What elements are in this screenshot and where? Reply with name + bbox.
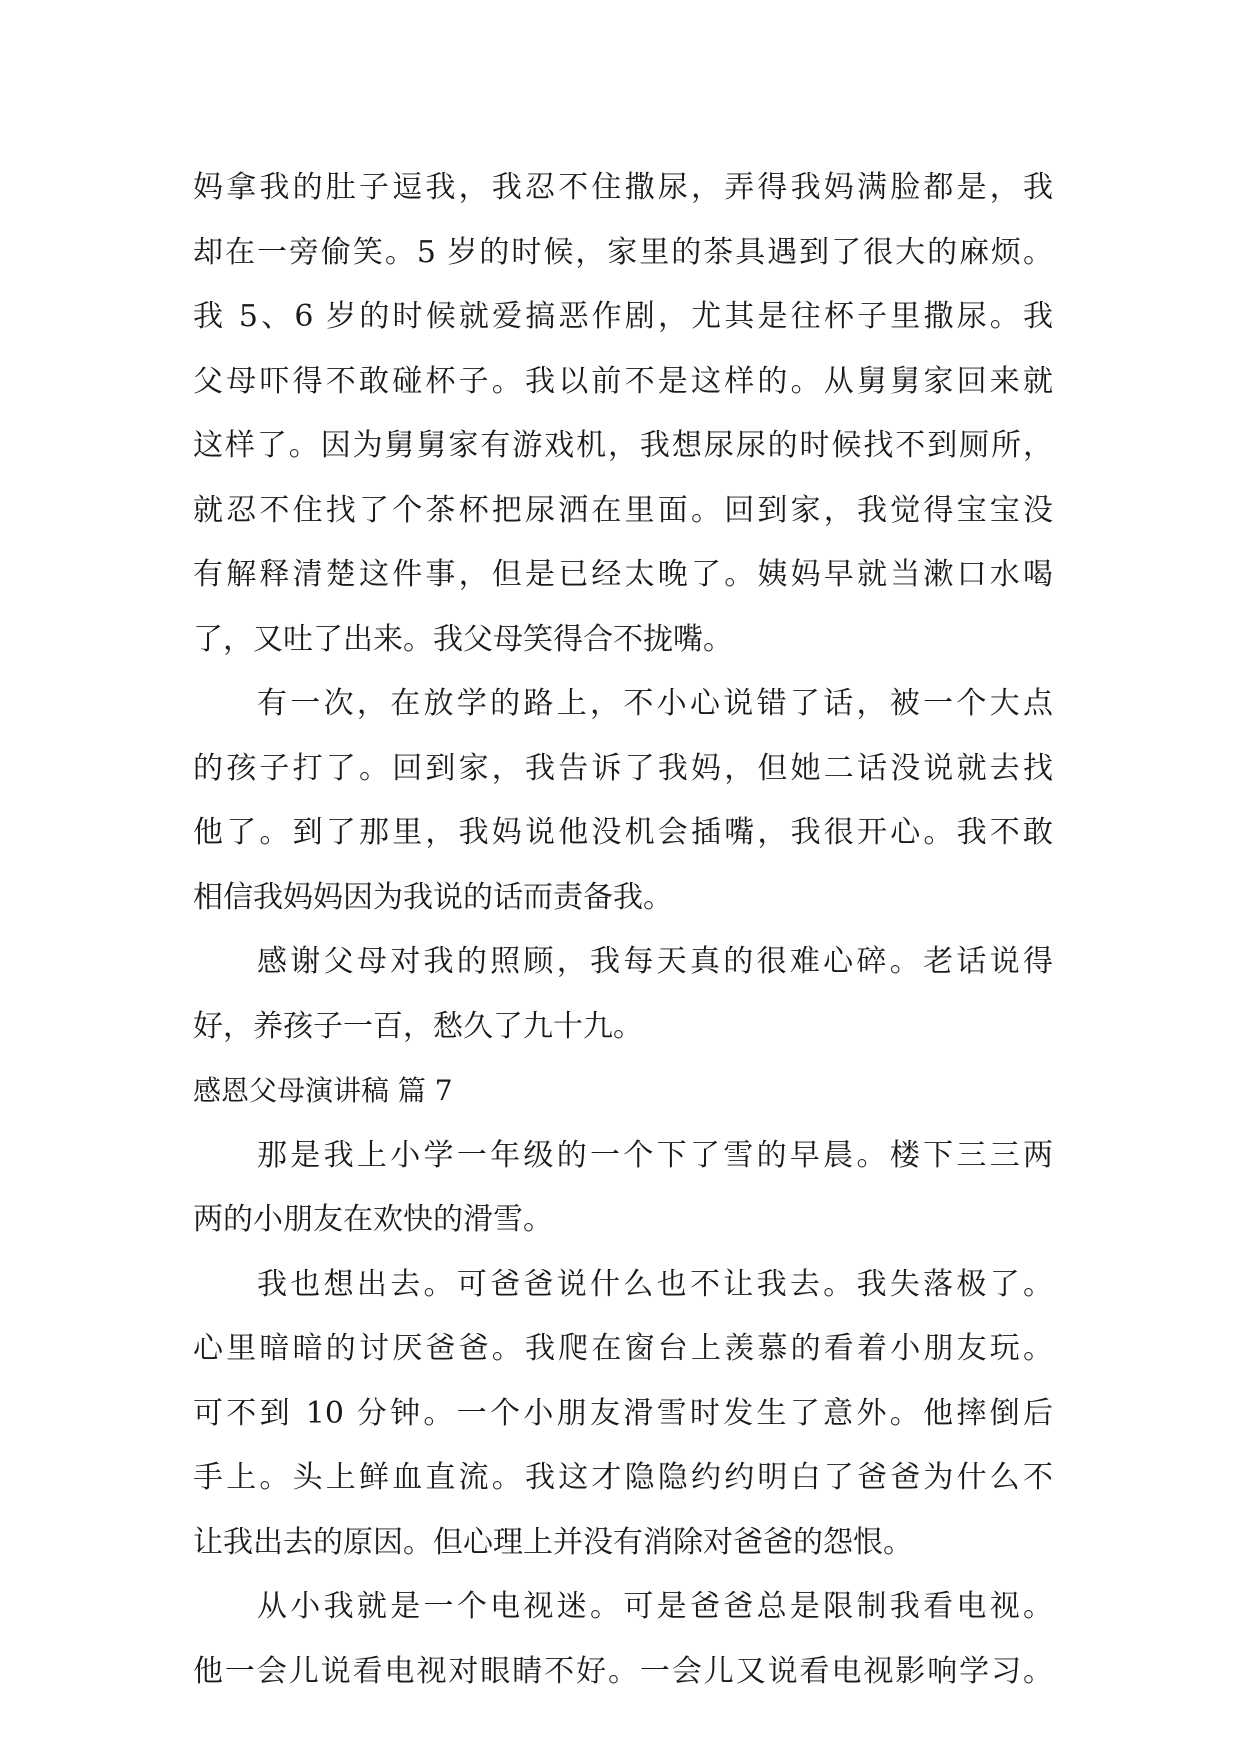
paragraph <box>193 1575 1053 1704</box>
text-line: 好，养孩子一百，愁久了九十九。 <box>193 1008 643 1044</box>
text-line: 从小我就是一个电视迷。可是爸爸总是限制我看电视。 <box>257 1589 1053 1624</box>
section-heading: 感恩父母演讲稿 篇 7 <box>193 1074 453 1107</box>
text-line: 可不到 10 分钟。一个小朋友滑雪时发生了意外。他摔倒后 <box>193 1395 1053 1431</box>
text-line: 父母吓得不敢碰杯子。我以前不是这样的。从舅舅家回来就 <box>193 363 1053 399</box>
text-line: 相信我妈妈因为我说的话而责备我。 <box>193 879 673 915</box>
paragraph <box>193 1253 1053 1576</box>
paragraph <box>193 930 1053 1059</box>
text-line: 让我出去的原因。但心理上并没有消除对爸爸的怨恨。 <box>193 1524 913 1560</box>
text-line: 心里暗暗的讨厌爸爸。我爬在窗台上羡慕的看着小朋友玩。 <box>193 1331 1053 1366</box>
text-line: 我也想出去。可爸爸说什么也不让我去。我失落极了。 <box>257 1266 1053 1302</box>
text-line: 就忍不住找了个茶杯把尿洒在里面。回到家，我觉得宝宝没 <box>193 492 1053 528</box>
text-line: 这样了。因为舅舅家有游戏机，我想尿尿的时候找不到厕所， <box>193 428 1053 463</box>
text-line: 那是我上小学一年级的一个下了雪的早晨。楼下三三两 <box>257 1137 1053 1173</box>
text-line: 手上。头上鲜血直流。我这才隐隐约约明白了爸爸为什么不 <box>193 1460 1053 1495</box>
text-line: 有一次，在放学的路上，不小心说错了话，被一个大点 <box>257 686 1053 721</box>
paragraph <box>193 156 1053 672</box>
document-page <box>193 156 1053 1704</box>
text-line: 他一会儿说看电视对眼睛不好。一会儿又说看电视影响学习。 <box>193 1653 1053 1689</box>
text-line: 的孩子打了。回到家，我告诉了我妈，但她二话没说就去找 <box>193 750 1053 786</box>
text-line: 有解释清楚这件事，但是已经太晚了。姨妈早就当漱口水喝 <box>193 557 1053 592</box>
text-line: 了，又吐了出来。我父母笑得合不拢嘴。 <box>193 621 733 657</box>
paragraph <box>193 672 1053 930</box>
text-line: 他了。到了那里，我妈说他没机会插嘴，我很开心。我不敢 <box>193 815 1053 850</box>
text-line: 两的小朋友在欢快的滑雪。 <box>193 1202 553 1237</box>
text-line: 却在一旁偷笑。5 岁的时候，家里的茶具遇到了很大的麻烦。 <box>193 234 1053 270</box>
paragraph <box>193 1124 1053 1253</box>
text-line: 妈拿我的肚子逗我，我忍不住撒尿，弄得我妈满脸都是，我 <box>193 170 1053 205</box>
text-line: 我 5、6 岁的时候就爱搞恶作剧，尤其是往杯子里撒尿。我 <box>193 299 1053 334</box>
text-line: 感谢父母对我的照顾，我每天真的很难心碎。老话说得 <box>257 944 1053 979</box>
